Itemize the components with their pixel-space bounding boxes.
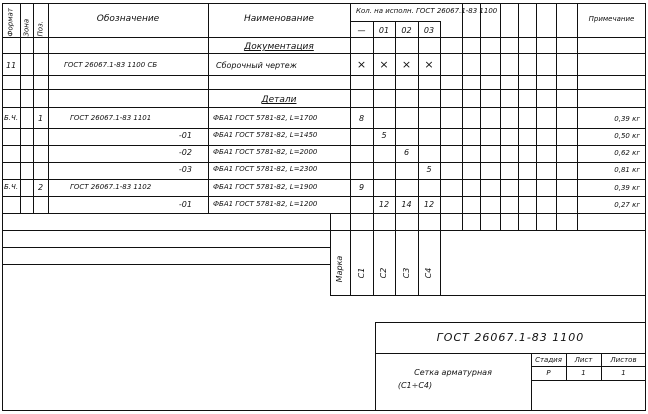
title-block-name-line1: Сетка арматурная — [414, 368, 492, 377]
row-note: 0,39 кг — [614, 115, 640, 123]
title-block-stage-value: Р — [546, 369, 551, 377]
header-quantity: Кол. на исполн. ГОСТ 26067.1-83 1100 — [356, 7, 498, 15]
row-qty: 12 — [423, 200, 435, 209]
row-name: ФБА1 ГОСТ 5781-82, L=1700 — [213, 114, 318, 122]
row-qty-cross: × — [401, 58, 412, 71]
mark-label: Марка — [335, 255, 344, 283]
row-note: 0,50 кг — [614, 132, 640, 140]
row-qty: 5 — [426, 165, 432, 174]
row-name: ФБА1 ГОСТ 5781-82, L=1900 — [213, 183, 318, 191]
row-position: 2 — [37, 183, 44, 192]
row-format: 11 — [6, 61, 17, 70]
row-designation: -01 — [178, 200, 192, 209]
row-qty: 6 — [403, 148, 410, 157]
row-designation: -03 — [178, 165, 192, 174]
row-designation: ГОСТ 26067.1-83 1102 — [70, 183, 152, 191]
row-note: 0,39 кг — [614, 184, 640, 192]
row-designation: -01 — [178, 131, 192, 140]
header-exec-01: 01 — [378, 26, 390, 35]
row-designation: -02 — [178, 148, 192, 157]
header-exec-02: 02 — [401, 26, 412, 35]
row-name: Сборочный чертеж — [216, 61, 297, 70]
row-name: ФБА1 ГОСТ 5781-82, L=1200 — [213, 200, 318, 208]
mark-value-c1: С1 — [357, 267, 366, 279]
row-format: Б.Ч. — [4, 114, 19, 122]
header-exec-base: — — [357, 26, 366, 35]
row-qty: 9 — [358, 183, 365, 192]
title-block-sheets-label: Листов — [610, 356, 637, 364]
row-note: 0,81 кг — [614, 166, 640, 174]
row-name: ФБА1 ГОСТ 5781-82, L=2000 — [213, 148, 318, 156]
header-note: Примечание — [588, 15, 635, 23]
title-block-name-line2: (С1÷С4) — [397, 381, 433, 390]
title-block-doc-number: ГОСТ 26067.1-83 1100 — [436, 331, 585, 344]
title-block-stage-label: Стадия — [535, 356, 562, 364]
title-block-sheet-value: 1 — [581, 369, 586, 377]
row-designation: ГОСТ 26067.1-83 1101 — [70, 114, 152, 122]
header-designation: Обозначение — [96, 14, 160, 24]
mark-value-c4: С4 — [424, 267, 433, 279]
row-qty-cross: × — [356, 58, 367, 71]
header-position: Поз. — [36, 21, 45, 37]
row-position: 1 — [37, 114, 44, 123]
title-block-sheets-value: 1 — [621, 369, 626, 377]
row-designation: ГОСТ 26067.1-83 1100 СБ — [64, 61, 158, 69]
title-block-sheet-label: Лист — [574, 356, 593, 364]
row-qty: 14 — [401, 200, 412, 209]
row-qty: 8 — [358, 114, 365, 123]
row-note: 0,27 кг — [614, 201, 640, 209]
row-format: Б.Ч. — [4, 183, 19, 191]
section-details: Детали — [261, 95, 297, 105]
row-qty-cross: × — [424, 58, 434, 71]
row-note: 0,62 кг — [614, 149, 640, 157]
mark-value-c2: С2 — [379, 267, 388, 279]
row-qty-cross: × — [379, 58, 389, 71]
row-name: ФБА1 ГОСТ 5781-82, L=1450 — [213, 131, 318, 139]
header-name: Наименование — [244, 14, 314, 24]
section-documentation: Документация — [244, 42, 314, 52]
header-exec-03: 03 — [423, 26, 435, 35]
header-format: Формат — [6, 8, 15, 37]
row-qty: 12 — [378, 200, 390, 209]
mark-value-c3: С3 — [402, 267, 411, 279]
row-qty: 5 — [381, 131, 387, 140]
header-zone: Зона — [22, 18, 31, 37]
row-name: ФБА1 ГОСТ 5781-82, L=2300 — [213, 165, 318, 173]
